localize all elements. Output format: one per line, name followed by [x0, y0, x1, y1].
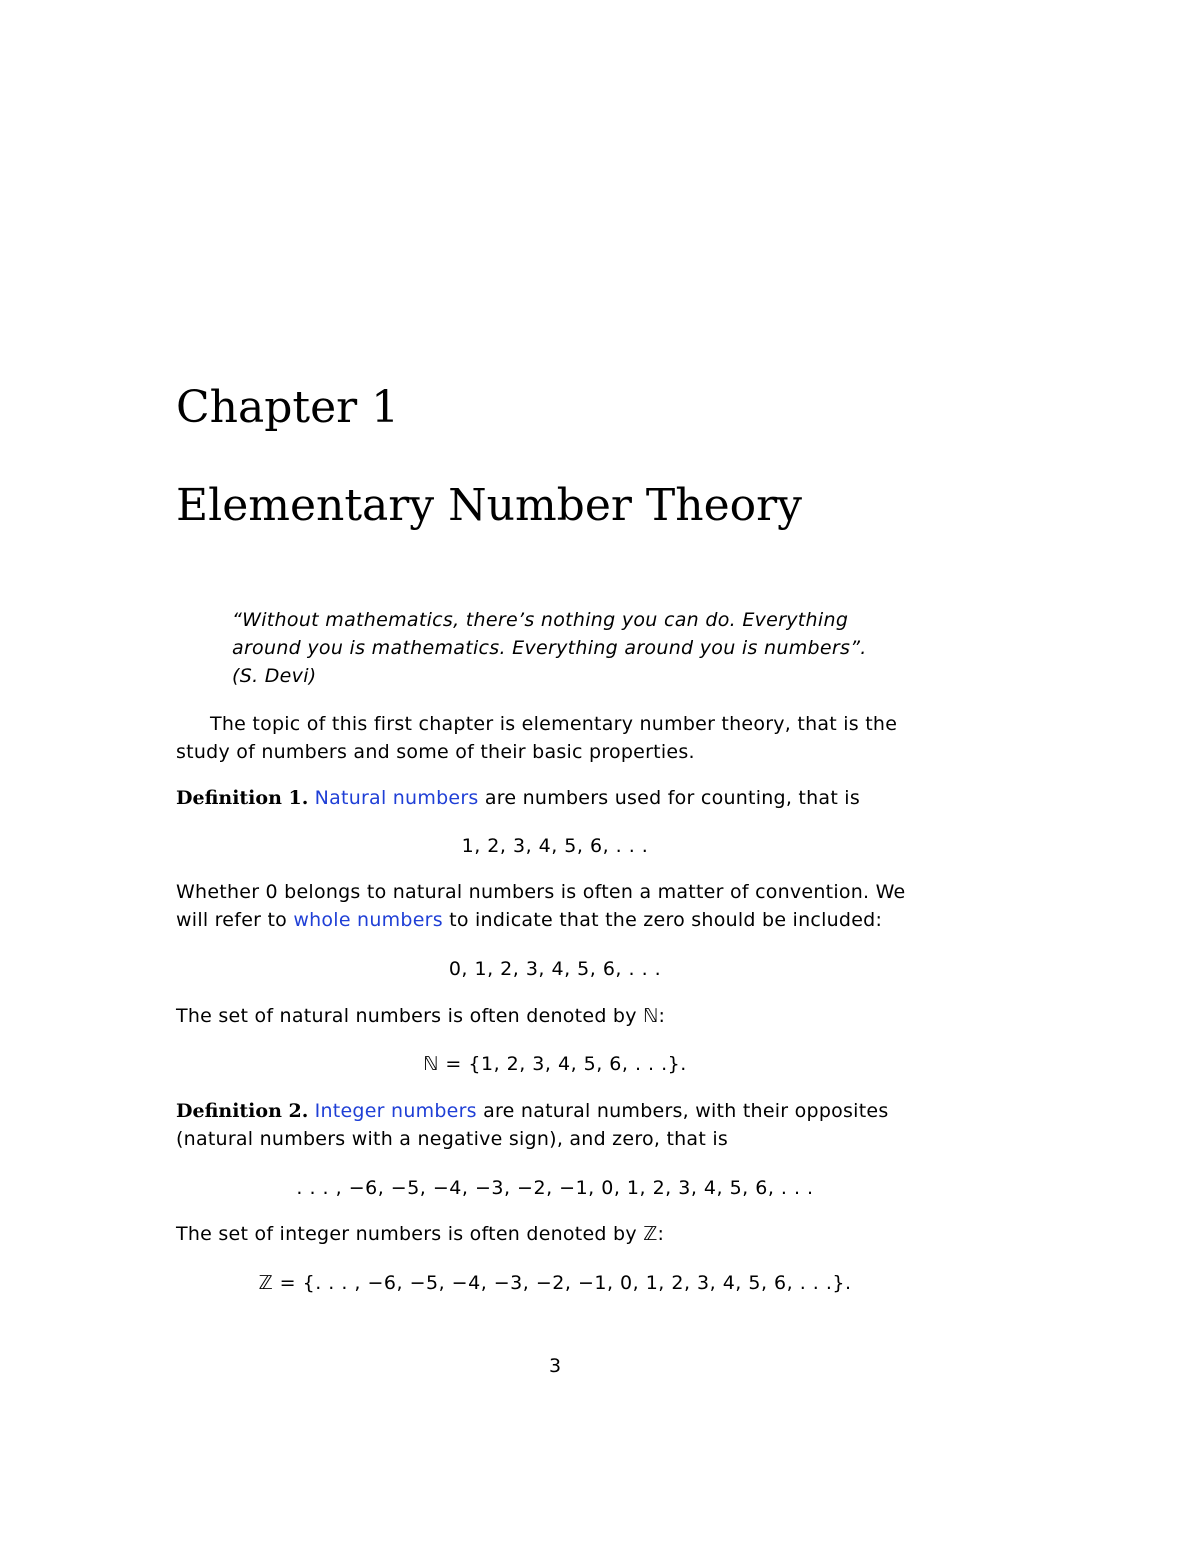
integer-numbers-link[interactable]: Integer numbers [314, 1100, 477, 1122]
intro-line: study of numbers and some of their basic properties. [176, 741, 695, 763]
chapter-title: Elementary Number Theory [176, 480, 803, 531]
definition-2-line: (natural numbers with a negative sign), and zero, that is [176, 1128, 728, 1150]
whole-numbers-formula: 0, 1, 2, 3, 4, 5, 6, . . . [448, 958, 662, 980]
integer-numbers-formula: . . . , −6, −5, −4, −3, −2, −1, 0, 1, 2, 3, 4, 5, 6, . . . [296, 1177, 814, 1199]
definition-label: Definition 1. [176, 787, 309, 809]
integer-set-text: The set of integer numbers is often denoted by ℤ: [176, 1223, 665, 1245]
whole-line-2 [176, 906, 882, 934]
definition-text: are numbers used for counting, that is [478, 787, 860, 809]
integer-set-formula: ℤ = {. . . , −6, −5, −4, −3, −2, −1, 0, 1, 2, 3, 4, 5, 6, . . .}. [258, 1272, 852, 1294]
page-number: 3 [548, 1355, 562, 1377]
natural-numbers-formula: 1, 2, 3, 4, 5, 6, . . . [461, 835, 649, 857]
definition-2 [176, 1097, 888, 1125]
whole-line: Whether 0 belongs to natural numbers is often a matter of convention. We [176, 881, 906, 903]
natural-numbers-link[interactable]: Natural numbers [314, 787, 479, 809]
epigraph-line: “Without mathematics, there’s nothing you can do. Everything [232, 609, 849, 631]
whole-text-pre: will refer to [176, 909, 294, 931]
intro-line: The topic of this first chapter is elementary number theory, that is the [210, 713, 898, 735]
epigraph-attribution: (S. Devi) [232, 665, 317, 687]
definition-1 [176, 784, 860, 812]
definition-text: are natural numbers, with their opposites [476, 1100, 889, 1122]
whole-text-post: to indicate that the zero should be included: [442, 909, 883, 931]
epigraph [232, 606, 932, 690]
epigraph-line: around you is mathematics. Everything around you is numbers”. [232, 637, 867, 659]
natural-set-text: The set of natural numbers is often denoted by ℕ: [176, 1005, 666, 1027]
chapter-label: Chapter 1 [176, 382, 400, 433]
definition-label: Definition 2. [176, 1100, 309, 1122]
natural-set-formula: ℕ = {1, 2, 3, 4, 5, 6, . . .}. [423, 1053, 687, 1075]
whole-numbers-link[interactable]: whole numbers [293, 909, 443, 931]
